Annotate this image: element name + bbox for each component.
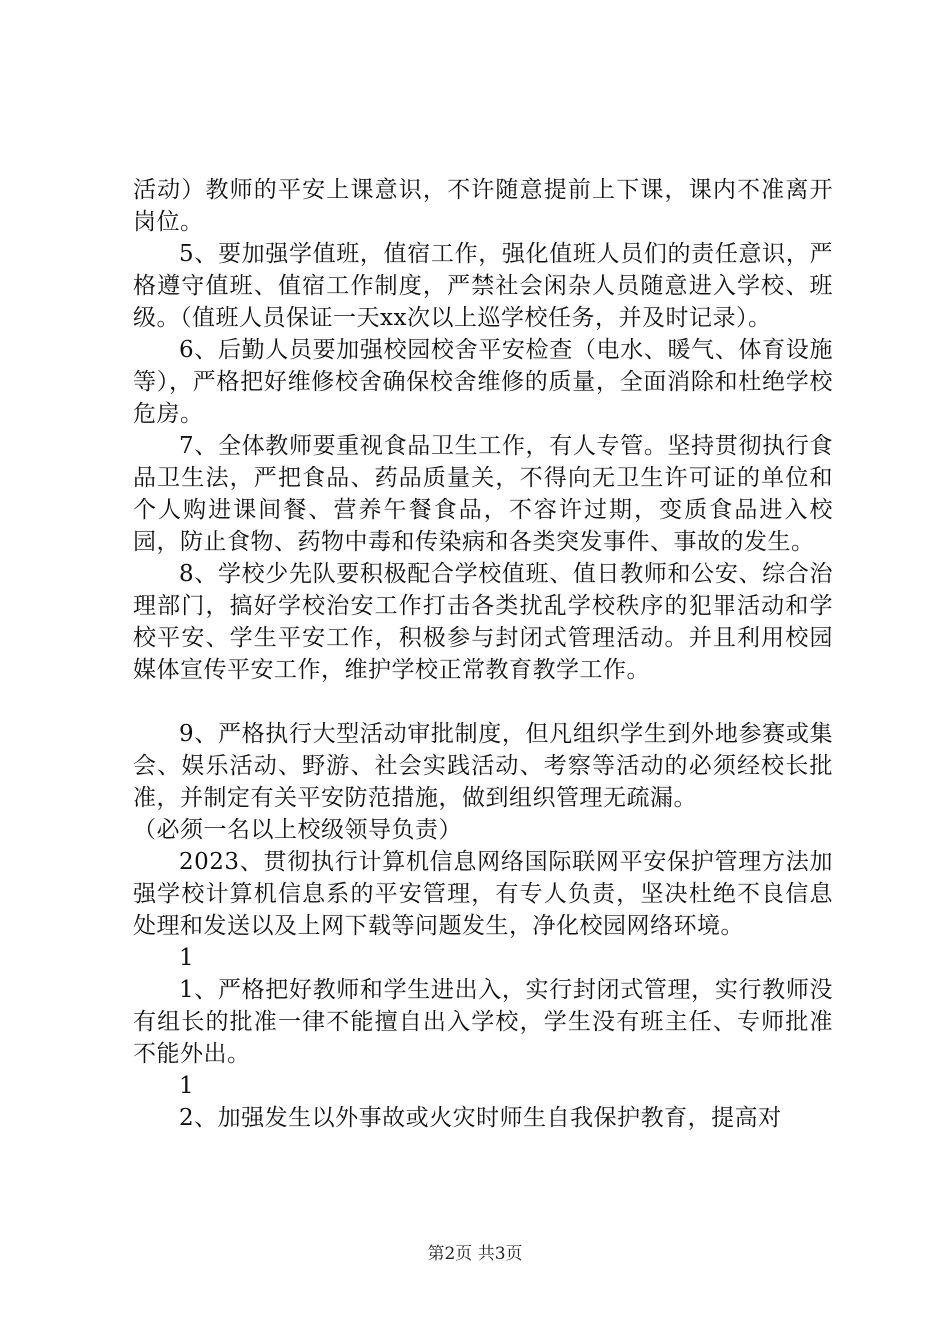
page-footer: 第2页 共3页	[427, 1244, 523, 1264]
document-body	[133, 174, 833, 1134]
paragraph-item-6: 6、后勤人员要加强校园校舍平安检查（电水、暖气、体育设施等），严格把好维修校舍确保校舍维修的质量，全面消除和杜绝学校危房。	[133, 337, 833, 427]
paragraph-item-2023: 2023、贯彻执行计算机信息网络国际联网平安保护管理方法加强学校计算机信息系的平安管理，有专人负责，坚决杜绝不良信息处理和发送以及上网下载等问题发生，净化校园网络环境。	[133, 849, 833, 939]
paragraph-sub-item-2: 2、加强发生以外事故或火灾时师生自我保护教育，提高对	[179, 1105, 782, 1131]
paragraph-item-5: 5、要加强学值班，值宿工作，强化值班人员们的责任意识，严格遵守值班、值宿工作制度，严禁社会闲杂人员随意进入学校、班级。（值班人员保证一天xx次以上巡学校任务，并及时记录）。	[133, 241, 833, 331]
paragraph-item-9: 9、严格执行大型活动审批制度，但凡组织学生到外地参赛或集会、娱乐活动、野游、社会实践活动、考察等活动的必须经校长批准，并制定有关平安防范措施，做到组织管理无疏漏。	[133, 721, 833, 811]
paragraph-item-7: 7、全体教师要重视食品卫生工作，有人专管。坚持贯彻执行食品卫生法，严把食品、药品质量关，不得向无卫生许可证的单位和个人购进课间餐、营养午餐食品，不容许过期，变质食品进入校园，防止食物、药物中毒和传染病和各类突发事件、事故的发生。	[133, 433, 833, 555]
paragraph-sub-item-1: 1、严格把好教师和学生进出入，实行封闭式管理，实行教师没有组长的批准一律不能擅自出入学校，学生没有班主任、专师批准不能外出。	[133, 977, 833, 1067]
paragraph-item-8: 8、学校少先队要积极配合学校值班、值日教师和公安、综合治理部门，搞好学校治安工作打击各类扰乱学校秩序的犯罪活动和学校平安、学生平安工作，积极参与封闭式管理活动。并且利用校园媒体宣传平安工作，维护学校正常教育教学工作。	[133, 561, 833, 683]
paragraph-number-marker: 1	[179, 945, 195, 971]
paragraph-item-9-note: （必须一名以上校级领导负责）	[133, 817, 462, 843]
paragraph-number-marker: 1	[179, 1073, 195, 1099]
paragraph-spacer	[133, 686, 833, 718]
paragraph-continuation: 活动）教师的平安上课意识，不许随意提前上下课，课内不准离开岗位。	[133, 177, 833, 235]
